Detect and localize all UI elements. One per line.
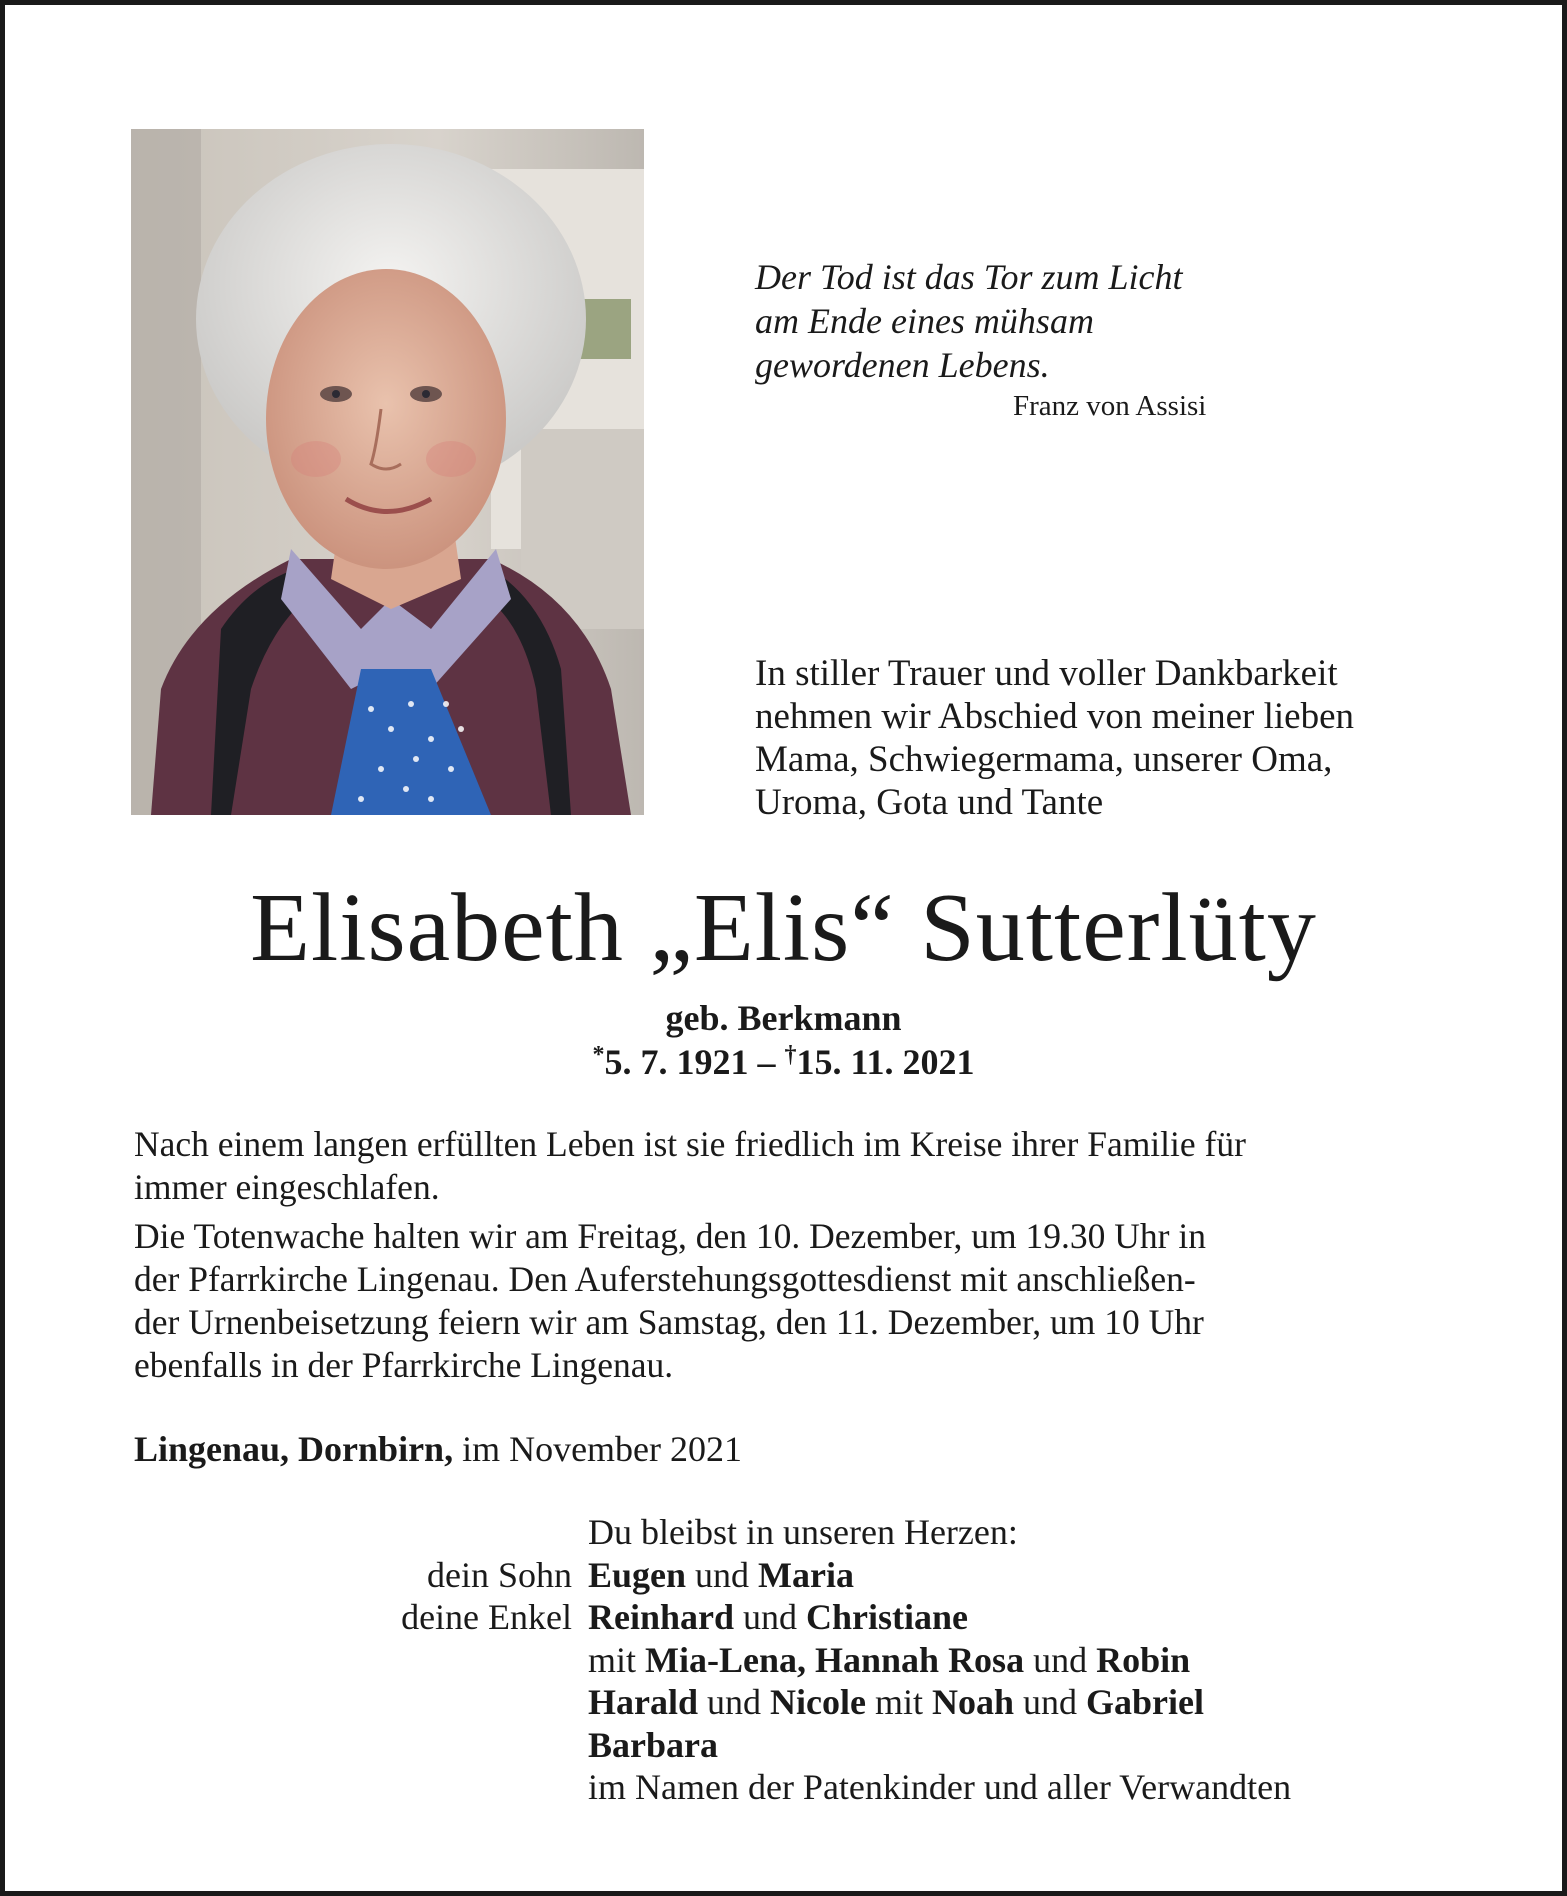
conjunction: und xyxy=(1024,1639,1097,1680)
family-row-son xyxy=(5,1554,1562,1597)
intro-line: In stiller Trauer und voller Dankbarkeit xyxy=(755,653,1338,694)
paragraph-line: immer eingeschlafen. xyxy=(134,1167,440,1207)
grandchild-entry xyxy=(588,1596,968,1639)
conjunction: und xyxy=(698,1682,771,1722)
son-partner: Maria xyxy=(758,1554,855,1595)
family-closing: im Namen der Patenkinder und aller Verwandten xyxy=(588,1767,1292,1807)
quote-line: gewordenen Lebens. xyxy=(755,345,1050,385)
grandchild-partner: Nicole xyxy=(770,1682,866,1722)
paragraph-line: ebenfalls in der Pfarrkirche Lingenau. xyxy=(134,1345,674,1385)
paragraph-passing xyxy=(134,1123,1444,1209)
paragraph-line: der Urnenbeisetzung feiern wir am Samstag, den 11. Dezember, um 10 Uhr xyxy=(134,1302,1204,1342)
son-name: Eugen xyxy=(588,1554,687,1595)
portrait-photo xyxy=(131,129,644,815)
grandchild-entry xyxy=(588,1681,1204,1724)
intro-line: Uroma, Gota und Tante xyxy=(755,782,1104,823)
great-grandchildren-names: Mia-Lena, Hannah Rosa xyxy=(645,1639,1025,1680)
family-row-grandchild-3 xyxy=(5,1724,1562,1767)
intro-line: nehmen wir Abschied von meiner lieben xyxy=(755,696,1355,737)
place-date xyxy=(134,1428,742,1470)
paragraph-line: der Pfarrkirche Lingenau. Den Auferstehungsgottesdienst mit anschließen- xyxy=(134,1259,1196,1299)
conjunction: und xyxy=(734,1597,807,1637)
intro-line: Mama, Schwiegermama, unserer Oma, xyxy=(755,739,1333,780)
preposition: mit xyxy=(588,1639,646,1680)
date-separator: – xyxy=(748,1042,785,1082)
paragraph-line: Die Totenwache halten wir am Freitag, den 10. Dezember, um 19.30 Uhr in xyxy=(134,1216,1206,1256)
paragraph-ceremony xyxy=(134,1215,1444,1387)
intro-text xyxy=(755,652,1475,824)
life-dates xyxy=(5,1041,1562,1083)
paragraph-line: Nach einem langen erfüllten Leben ist sie friedlich im Kreise ihrer Familie für xyxy=(134,1124,1246,1164)
grandchildren-label: deine Enkel xyxy=(401,1597,572,1637)
quote-line: am Ende eines mühsam xyxy=(755,301,1094,341)
birth-symbol: * xyxy=(592,1042,605,1068)
great-grandchild-name: Robin xyxy=(1096,1639,1191,1680)
conjunction: und xyxy=(686,1554,759,1595)
family-heading-row xyxy=(5,1511,1562,1554)
quote-author: Franz von Assisi xyxy=(1013,390,1207,422)
quote-line: Der Tod ist das Tor zum Licht xyxy=(755,257,1183,297)
birth-name: geb. Berkmann xyxy=(665,998,902,1038)
grandchild-name: Barbara xyxy=(588,1724,718,1765)
deceased-name: Elisabeth „Elis“ Sutterlüty xyxy=(250,874,1317,982)
family-row-great-grandchildren-1 xyxy=(5,1639,1562,1682)
conjunction: und xyxy=(1014,1682,1087,1722)
son-label: dein Sohn xyxy=(426,1554,572,1595)
birth-date: 5. 7. 1921 xyxy=(604,1042,749,1082)
family-row-closing xyxy=(5,1766,1562,1809)
grandchild-partner: Christiane xyxy=(806,1597,969,1637)
death-symbol: † xyxy=(784,1042,797,1068)
notice-date: im November 2021 xyxy=(453,1429,743,1469)
family-row-grandchild-1 xyxy=(5,1596,1562,1639)
places: Lingenau, Dornbirn, xyxy=(134,1429,454,1469)
family-list xyxy=(5,1511,1562,1809)
son-entry xyxy=(588,1554,854,1597)
memorial-quote xyxy=(755,255,1275,387)
great-grandchild-name: Noah xyxy=(932,1682,1015,1722)
grandchild-name: Reinhard xyxy=(588,1597,735,1637)
great-grandchildren-entry xyxy=(588,1639,1190,1682)
family-row-grandchild-2 xyxy=(5,1681,1562,1724)
portrait-illustration xyxy=(131,129,644,815)
preposition: mit xyxy=(865,1682,932,1722)
death-date: 15. 11. 2021 xyxy=(796,1042,975,1082)
family-heading: Du bleibst in unseren Herzen: xyxy=(588,1512,1018,1552)
grandchild-name: Harald xyxy=(588,1682,699,1722)
great-grandchild-name: Gabriel xyxy=(1086,1682,1205,1722)
